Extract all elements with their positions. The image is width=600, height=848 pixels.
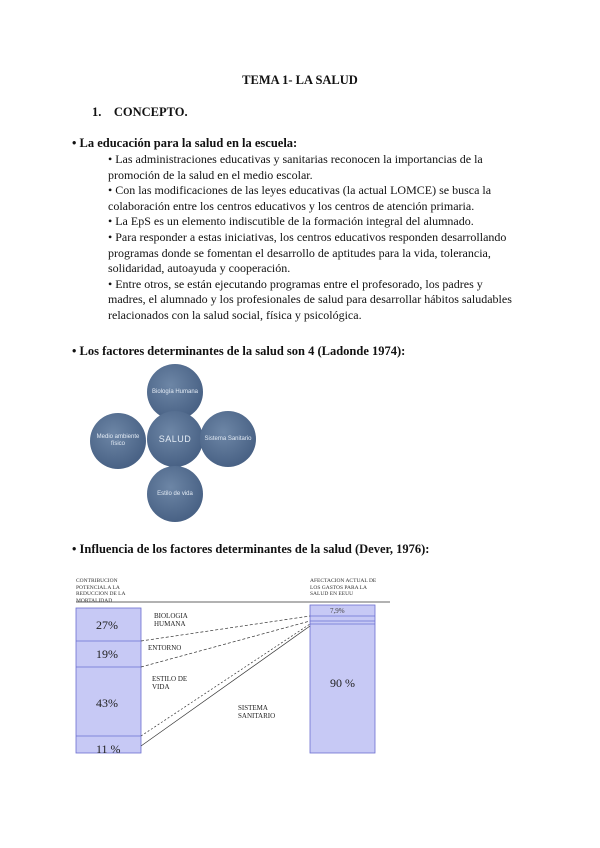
category-entorno: ENTORNO [148, 644, 182, 652]
factors-diagram [88, 362, 258, 522]
category-sistema: SISTEMA SANITARIO [238, 704, 276, 720]
section-concept [92, 105, 188, 120]
spending-label-main: 90 % [330, 676, 355, 690]
education-list [108, 152, 523, 324]
spending-label-top: 7,9% [330, 607, 345, 615]
factor-salud: SALUD [147, 411, 203, 467]
chart-svg [72, 560, 392, 760]
list-item: • Con las modificaciones de las leyes educativas (la actual LOMCE) se busca la colaboración entre los centros educativos y los centros de atención primaria. [108, 183, 492, 213]
list-item: • La EpS es un elemento indiscutible de la formación integral del alumnado. [108, 214, 474, 229]
mortality-label-4: 11 % [96, 742, 121, 756]
mortality-label-2: 19% [96, 647, 118, 661]
chart-right-title: AFECTACION ACTUAL DE LOS GASTOS PARA LA SALUD EN EEUU [310, 578, 377, 597]
concept-label: CONCEPTO. [113, 105, 188, 119]
list-item: • Para responder a estas iniciativas, los centros educativos responden desarrollando programas donde se fomentan el desarrollo de aptitudes para la vida, tolerancia, solidaridad, autoayuda y cooperación. [108, 229, 507, 276]
education-heading: • La educación para la salud en la escuela: [72, 136, 298, 150]
category-estilo: ESTILO DE VIDA [152, 675, 188, 691]
concept-number: 1. [92, 105, 102, 119]
mortality-label-1: 27% [96, 618, 118, 632]
influence-heading: • Influencia de los factores determinantes de la salud (Dever, 1976): [72, 542, 430, 556]
category-biologia: BIOLOGIA HUMANA [154, 612, 188, 628]
factor-estilo: Estilo de vida [147, 466, 203, 522]
page-title: TEMA 1- LA SALUD [242, 73, 358, 87]
factors-heading: • Los factores determinantes de la salud son 4 (Ladonde 1974): [72, 344, 406, 358]
dever-chart [72, 560, 392, 760]
mortality-label-3: 43% [96, 696, 118, 710]
factor-sistema: Sistema Sanitario [200, 411, 256, 467]
list-item: • Entre otros, se están ejecutando programas entre el profesorado, los padres y madres, el alumnado y los profesionales de salud para desarrollar hábitos saludables relacionados con la salud social, física y psicológica. [108, 276, 512, 322]
chart-left-title: CONTRIBUCION POTENCIAL A LA REDUCCION DE LA MORTALIDAD [76, 578, 126, 604]
list-item: • Las administraciones educativas y sanitarias reconocen la importancias de la promoción de la salud en el medio escolar. [108, 152, 483, 182]
factor-biologia: Biología Humana [147, 364, 203, 420]
factor-medio: Medio ambiente físico [90, 413, 146, 469]
